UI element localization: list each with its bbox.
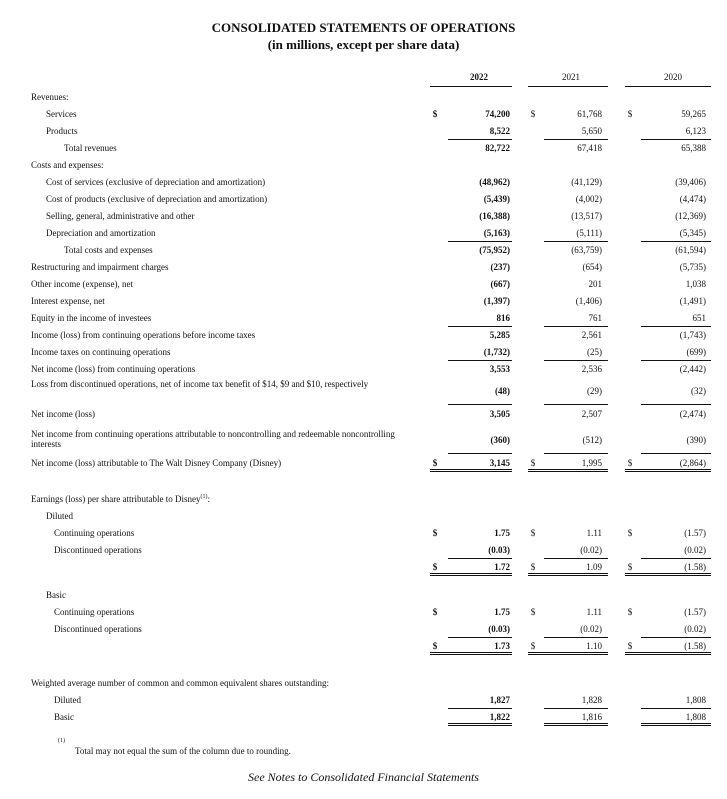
value-2021: 201 xyxy=(588,279,602,289)
currency-symbol: $ xyxy=(530,641,536,651)
currency-symbol: $ xyxy=(627,458,633,468)
value-2020: (2,864) xyxy=(679,458,706,468)
row-label: Cost of products (exclusive of depreciation and amortization) xyxy=(46,194,268,204)
row-other-income xyxy=(0,276,727,292)
header-rule-2021 xyxy=(528,86,608,87)
subtotal-rule xyxy=(641,404,711,405)
value-2020: (390) xyxy=(686,435,706,445)
value-2020: (1.57) xyxy=(684,528,706,538)
eps-diluted-heading xyxy=(0,508,727,524)
row-label: Revenues: xyxy=(31,92,69,102)
value-2021: 761 xyxy=(588,313,602,323)
row-net-income-continuing xyxy=(0,361,727,377)
shares-diluted xyxy=(0,692,727,708)
row-label: Income taxes on continuing operations xyxy=(31,347,171,357)
footnote-text: Total may not equal the sum of the column due to rounding. xyxy=(75,746,291,756)
value-2021: (0.02) xyxy=(580,545,602,555)
row-label: Loss from discontinued operations, net of income tax benefit of $14, $9 and $10, respectively xyxy=(31,379,369,389)
subtotal-rule xyxy=(641,453,711,454)
total-rule xyxy=(544,723,608,726)
currency-symbol: $ xyxy=(530,562,536,572)
value-2021: (29) xyxy=(587,386,602,396)
total-rule xyxy=(641,723,711,726)
row-depreciation xyxy=(0,225,727,241)
value-2021: 1,828 xyxy=(581,695,602,705)
row-label: Net income (loss) attributable to The Walt Disney Company (Disney) xyxy=(31,458,282,468)
row-label: Products xyxy=(46,126,78,136)
shares-basic xyxy=(0,709,727,725)
value-2022: (1,397) xyxy=(483,296,510,306)
total-rule xyxy=(430,573,512,576)
row-products xyxy=(0,123,727,139)
year-2022-header: 2022 xyxy=(470,72,488,82)
subtotal-rule xyxy=(544,404,608,405)
currency-symbol: $ xyxy=(432,528,438,538)
row-label: Diluted xyxy=(54,695,81,705)
value-2021: (512) xyxy=(582,435,602,445)
year-2020-header: 2020 xyxy=(664,72,682,82)
row-label: Cost of services (exclusive of depreciation and amortization) xyxy=(46,177,266,187)
eps-diluted-discontinued xyxy=(0,542,727,558)
row-total-costs xyxy=(0,242,727,258)
value-2022: 82,722 xyxy=(485,143,510,153)
value-2021: 1,816 xyxy=(581,712,602,722)
row-label: Basic xyxy=(46,590,66,600)
value-2022: 5,285 xyxy=(489,330,510,340)
row-net-income xyxy=(0,406,727,422)
value-2022: 1.75 xyxy=(494,528,510,538)
currency-symbol: $ xyxy=(627,607,633,617)
value-2022: 1.73 xyxy=(494,641,510,651)
currency-symbol: $ xyxy=(530,528,536,538)
currency-symbol: $ xyxy=(627,109,633,119)
value-2022: (5,163) xyxy=(483,228,510,238)
currency-symbol: $ xyxy=(530,607,536,617)
eps-diluted-total xyxy=(0,559,727,575)
row-label: Restructuring and impairment charges xyxy=(31,262,169,272)
currency-symbol: $ xyxy=(627,562,633,572)
shares-heading xyxy=(0,675,727,691)
row-label: Weighted average number of common and common equivalent shares outstanding: xyxy=(31,678,329,688)
row-noncontrolling xyxy=(0,426,727,450)
row-revenues-heading xyxy=(0,89,727,105)
value-2021: 67,418 xyxy=(577,143,602,153)
eps-heading-text: Earnings (loss) per share attributable to Disney$^{(1)}$: xyxy=(31,494,210,504)
row-label: Depreciation and amortization xyxy=(46,228,156,238)
header-rule-2022 xyxy=(430,86,512,87)
row-label: Net income (loss) from continuing operations xyxy=(31,364,196,374)
value-2022: 816 xyxy=(496,313,510,323)
value-2020: (0.02) xyxy=(684,545,706,555)
eps-heading xyxy=(0,491,727,507)
total-rule xyxy=(528,469,608,472)
eps-basic-total xyxy=(0,638,727,654)
value-2020: 1,808 xyxy=(685,695,706,705)
total-rule xyxy=(625,652,711,655)
eps-basic-continuing xyxy=(0,604,727,620)
eps-basic-heading xyxy=(0,587,727,603)
row-label: Continuing operations xyxy=(54,528,135,538)
row-cost-of-products xyxy=(0,191,727,207)
value-2020: (4,474) xyxy=(679,194,706,204)
row-total-revenues xyxy=(0,140,727,156)
value-2021: 1.11 xyxy=(586,528,602,538)
value-2021: 1,995 xyxy=(581,458,602,468)
total-rule xyxy=(528,573,608,576)
value-2020: (0.02) xyxy=(684,624,706,634)
row-label: Interest expense, net xyxy=(31,296,105,306)
value-2022: (237) xyxy=(490,262,510,272)
value-2021: 5,650 xyxy=(581,126,602,136)
value-2022: 1,827 xyxy=(489,695,510,705)
row-label: Other income (expense), net xyxy=(31,279,133,289)
row-label: Discontinued operations xyxy=(54,624,142,634)
value-2022: 1.72 xyxy=(494,562,510,572)
row-label: Total revenues xyxy=(64,143,117,153)
value-2020: (1,491) xyxy=(679,296,706,306)
value-2021: (0.02) xyxy=(580,624,602,634)
currency-symbol: $ xyxy=(432,109,438,119)
value-2020: 59,265 xyxy=(681,109,706,119)
value-2021: (41,129) xyxy=(571,177,602,187)
value-2022: (0.03) xyxy=(488,545,510,555)
row-net-income-disney xyxy=(0,455,727,471)
value-2021: (63,759) xyxy=(571,245,602,255)
row-label: Total costs and expenses xyxy=(64,245,153,255)
row-services xyxy=(0,106,727,122)
value-2021: 1.10 xyxy=(586,641,602,651)
value-2020: 6,123 xyxy=(685,126,706,136)
value-2022: (75,952) xyxy=(479,245,510,255)
value-2020: (1.58) xyxy=(684,562,706,572)
subtotal-rule xyxy=(544,453,608,454)
value-2021: 2,536 xyxy=(581,364,602,374)
total-rule xyxy=(625,573,711,576)
value-2020: 1,808 xyxy=(685,712,706,722)
value-2022: 1,822 xyxy=(489,712,510,722)
value-2020: 1,038 xyxy=(685,279,706,289)
value-2022: 8,522 xyxy=(489,126,510,136)
value-2022: 3,145 xyxy=(489,458,510,468)
year-2021-header: 2021 xyxy=(562,72,580,82)
value-2021: (5,111) xyxy=(576,228,602,238)
value-2020: (32) xyxy=(691,386,706,396)
row-label: Diluted xyxy=(46,511,73,521)
row-equity-income xyxy=(0,310,727,326)
currency-symbol: $ xyxy=(432,641,438,651)
statement-subtitle: (in millions, except per share data) xyxy=(267,37,460,52)
notes-reference: See Notes to Consolidated Financial Statements xyxy=(248,770,479,784)
value-2020: (2,474) xyxy=(679,409,706,419)
eps-diluted-continuing xyxy=(0,525,727,541)
value-2020: (1.58) xyxy=(684,641,706,651)
total-rule xyxy=(430,652,512,655)
row-label: Continuing operations xyxy=(54,607,135,617)
value-2021: (25) xyxy=(587,347,602,357)
header-rule-2020 xyxy=(625,86,711,87)
row-label: Net income from continuing operations attributable to noncontrolling and redeemable noncontrolling interests xyxy=(31,429,395,449)
footnote-marker: (1) xyxy=(200,494,208,500)
value-2020: (699) xyxy=(686,347,706,357)
value-2020: (12,369) xyxy=(675,211,706,221)
value-2021: (4,002) xyxy=(575,194,602,204)
value-2020: (39,406) xyxy=(675,177,706,187)
value-2022: 3,505 xyxy=(489,409,510,419)
eps-basic-discontinued xyxy=(0,621,727,637)
row-label: Net income (loss) xyxy=(31,409,95,419)
row-income-taxes xyxy=(0,344,727,360)
value-2022: (48,962) xyxy=(479,177,510,187)
row-discontinued-loss xyxy=(0,377,727,401)
total-rule xyxy=(625,469,711,472)
value-2022: (16,388) xyxy=(479,211,510,221)
row-income-before-taxes xyxy=(0,327,727,343)
value-2020: (61,594) xyxy=(675,245,706,255)
value-2021: 1.11 xyxy=(586,607,602,617)
currency-symbol: $ xyxy=(530,109,536,119)
footnote: (1) Total may not equal the sum of the column due to rounding. xyxy=(0,743,727,759)
subtotal-rule xyxy=(448,453,512,454)
value-2022: 3,553 xyxy=(489,364,510,374)
row-costs-heading xyxy=(0,157,727,173)
currency-symbol: $ xyxy=(432,562,438,572)
currency-symbol: $ xyxy=(627,528,633,538)
row-cost-of-services xyxy=(0,174,727,190)
value-2020: (1.57) xyxy=(684,607,706,617)
statement-title: CONSOLIDATED STATEMENTS OF OPERATIONS xyxy=(211,20,516,35)
row-label: Selling, general, administrative and other xyxy=(46,211,195,221)
value-2022: (667) xyxy=(490,279,510,289)
currency-symbol: $ xyxy=(432,458,438,468)
value-2021: (654) xyxy=(582,262,602,272)
row-label: Services xyxy=(46,109,77,119)
value-2022: (0.03) xyxy=(488,624,510,634)
row-label: Basic xyxy=(54,712,74,722)
value-2020: 65,388 xyxy=(681,143,706,153)
total-rule xyxy=(528,652,608,655)
value-2022: 1.75 xyxy=(494,607,510,617)
value-2021: 2,561 xyxy=(581,330,602,340)
row-label: Costs and expenses: xyxy=(31,160,104,170)
total-rule xyxy=(430,469,512,472)
value-2020: (1,743) xyxy=(679,330,706,340)
value-2020: (2,442) xyxy=(679,364,706,374)
row-restructuring xyxy=(0,259,727,275)
row-label: Equity in the income of investees xyxy=(31,313,152,323)
value-2021: 1.09 xyxy=(586,562,602,572)
value-2020: 651 xyxy=(692,313,706,323)
subtotal-rule xyxy=(448,404,512,405)
value-2021: 61,768 xyxy=(577,109,602,119)
value-2022: (48) xyxy=(495,386,510,396)
value-2022: (360) xyxy=(490,435,510,445)
total-rule xyxy=(448,723,512,726)
value-2022: (1,732) xyxy=(483,347,510,357)
row-label: Income (loss) from continuing operations before income taxes xyxy=(31,330,256,340)
value-2022: (5,439) xyxy=(483,194,510,204)
value-2021: (13,517) xyxy=(571,211,602,221)
value-2020: (5,345) xyxy=(679,228,706,238)
row-interest-expense xyxy=(0,293,727,309)
currency-symbol: $ xyxy=(432,607,438,617)
row-sga xyxy=(0,208,727,224)
row-label: Discontinued operations xyxy=(54,545,142,555)
currency-symbol: $ xyxy=(530,458,536,468)
currency-symbol: $ xyxy=(627,641,633,651)
value-2021: (1,406) xyxy=(575,296,602,306)
value-2021: 2,507 xyxy=(581,409,602,419)
value-2022: 74,200 xyxy=(485,109,510,119)
value-2020: (5,735) xyxy=(679,262,706,272)
